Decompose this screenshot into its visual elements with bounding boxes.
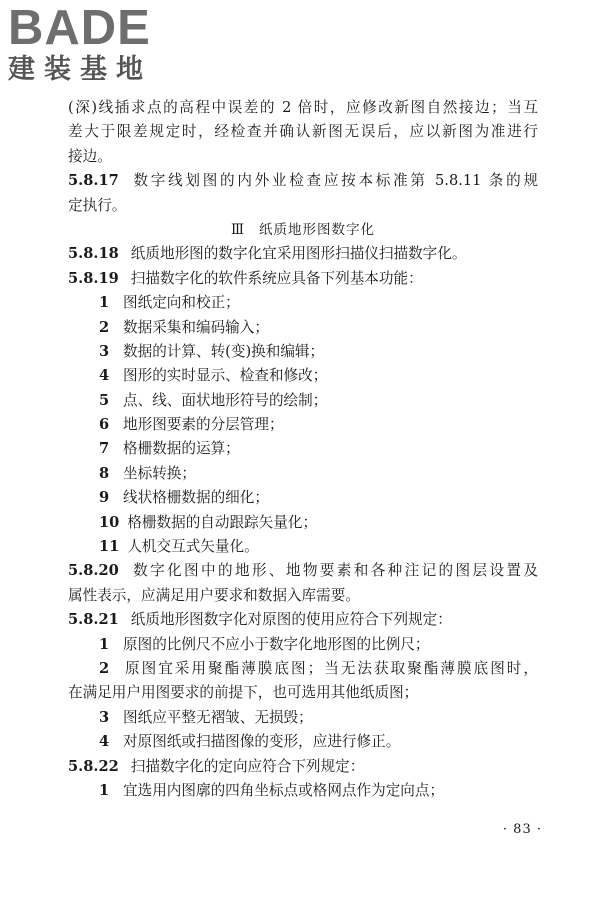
text-line: [68, 535, 538, 559]
clause-number: 5.8.18: [68, 245, 119, 263]
text-line: [68, 413, 538, 437]
logo-brand: [8, 2, 178, 54]
clause-number: 5.8.20: [68, 562, 119, 580]
line-text: 属性表示，应满足用户要求和数据入库需要。: [68, 586, 360, 604]
item-number: 8: [99, 464, 110, 482]
section-roman-numeral: Ⅲ: [230, 221, 246, 238]
logo: [8, 2, 178, 86]
document-body: [68, 96, 538, 803]
line-text: 地形图要素的分层管理；: [123, 416, 284, 434]
line-text: 在满足用户用图要求的前提下，也可选用其他纸质图；: [68, 684, 419, 702]
line-text: 原图的比例尺不应小于数字化地形图的比例尺；: [123, 635, 430, 653]
page-number: · 83 ·: [502, 822, 542, 837]
line-text: 纸质地形图数字化对原图的使用应符合下列规定：: [130, 611, 452, 629]
line-text: 原图宜采用聚酯薄膜底图；当无法获取聚酯薄膜底图时，: [123, 659, 538, 677]
text-line: [68, 291, 538, 315]
text-line: [68, 584, 538, 608]
logo-subtitle: 建装基地: [8, 54, 152, 85]
line-text: 数字线划图的内外业检查应按本标准第 5.8.11 条的规: [130, 172, 538, 190]
line-text: 对原图纸或扫描图像的变形，应进行修正。: [123, 733, 401, 751]
line-text: 线状格栅数据的细化；: [123, 489, 269, 507]
logo-brand-text: BADE: [8, 1, 151, 55]
text-line: [68, 169, 538, 193]
text-line: [68, 779, 538, 803]
line-text: 纸质地形图的数字化宜采用图形扫描仪扫描数字化。: [130, 245, 467, 263]
text-line: [68, 633, 538, 657]
line-text: 数字化图中的地形、地物要素和各种注记的图层设置及: [130, 562, 538, 580]
text-line: [68, 120, 538, 144]
text-line: [68, 608, 538, 632]
line-text: 宜选用内图廓的四角坐标点或格网点作为定向点；: [123, 781, 445, 799]
line-text: 格栅数据的自动跟踪矢量化；: [127, 513, 318, 531]
text-line: [68, 389, 538, 413]
clause-number: 5.8.21: [68, 611, 119, 629]
text-line: [68, 96, 538, 120]
item-number: 4: [99, 733, 110, 751]
line-text: 图形的实时显示、检查和修改；: [123, 367, 328, 385]
item-number: 10: [99, 513, 120, 531]
line-text: 坐标转换；: [123, 464, 196, 482]
line-text: 图纸定向和校正；: [123, 294, 240, 312]
line-text: 格栅数据的运算；: [123, 440, 240, 458]
text-line: [68, 486, 538, 510]
item-number: 2: [99, 659, 110, 677]
item-number: 11: [99, 538, 120, 556]
item-number: 1: [99, 294, 110, 312]
line-text: 数据的计算、转(变)换和编辑；: [123, 342, 325, 360]
item-number: 3: [99, 708, 110, 726]
line-text: 接边。: [68, 147, 112, 165]
text-line: [68, 462, 538, 486]
item-number: 6: [99, 416, 110, 434]
clause-number: 5.8.17: [68, 172, 119, 190]
item-number: 3: [99, 342, 110, 360]
text-line: [68, 657, 538, 681]
text-line: [68, 340, 538, 364]
line-text: 点、线、面状地形符号的绘制；: [123, 391, 328, 409]
text-line: [68, 145, 538, 169]
text-line: [68, 267, 538, 291]
text-line: [68, 511, 538, 535]
text-line: [68, 316, 538, 340]
line-text: 数据采集和编码输入；: [123, 318, 269, 336]
text-line: [68, 194, 538, 218]
line-text: 扫描数字化的定向应符合下列规定：: [130, 757, 365, 775]
item-number: 2: [99, 318, 110, 336]
text-line: [68, 681, 538, 705]
line-text: 扫描数字化的软件系统应具备下列基本功能：: [130, 269, 423, 287]
text-line: [68, 706, 538, 730]
item-number: 4: [99, 367, 110, 385]
text-line: [68, 559, 538, 583]
line-text: 定执行。: [68, 196, 127, 214]
line-text: 人机交互式矢量化。: [127, 538, 259, 556]
clause-number: 5.8.19: [68, 269, 119, 287]
item-number: 1: [99, 781, 110, 799]
text-line: [68, 730, 538, 754]
text-line: [68, 364, 538, 388]
text-line: [68, 437, 538, 461]
text-line: [68, 242, 538, 266]
text-line: [68, 755, 538, 779]
section-heading-text: 纸质地形图数字化: [259, 221, 376, 238]
line-text: 差大于限差规定时，经检查并确认新图无误后，应以新图为准进行: [68, 123, 538, 141]
line-text: (深)线插求点的高程中误差的 2 倍时，应修改新图自然接边；当互: [68, 99, 538, 116]
item-number: 9: [99, 489, 110, 507]
item-number: 1: [99, 635, 110, 653]
item-number: 5: [99, 391, 110, 409]
line-text: 图纸应平整无褶皱、无损毁；: [123, 708, 313, 726]
item-number: 7: [99, 440, 110, 458]
clause-number: 5.8.22: [68, 757, 119, 775]
section-heading: [68, 218, 538, 242]
